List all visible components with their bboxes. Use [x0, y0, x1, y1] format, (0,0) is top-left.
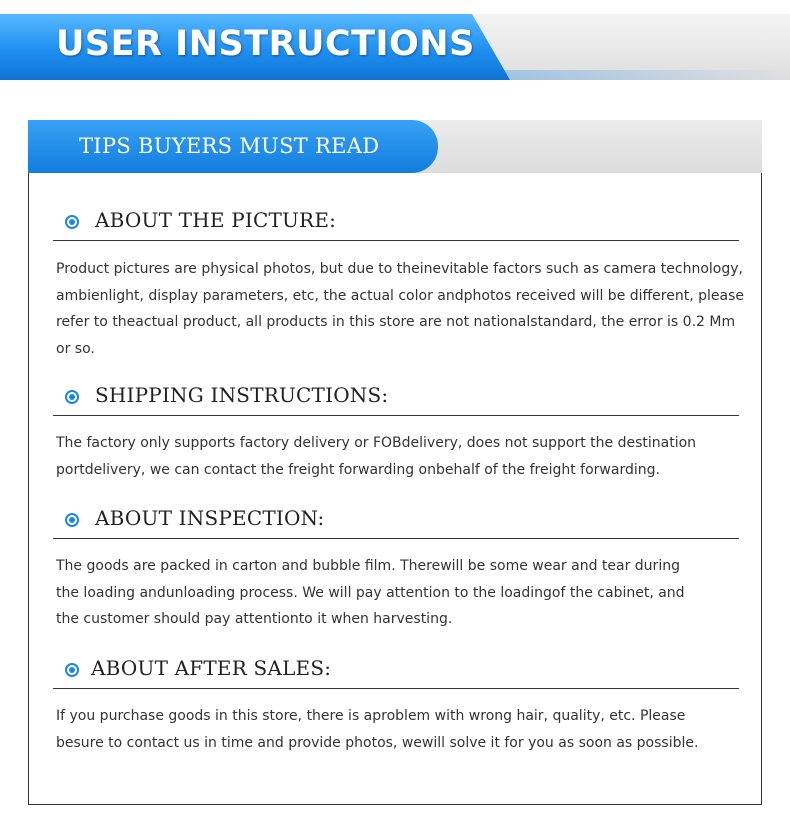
tips-title: TIPS BUYERS MUST READ [79, 134, 380, 158]
radio-dot-icon [65, 215, 79, 229]
section-title: ABOUT THE PICTURE: [95, 208, 337, 232]
section-body-shipping: The factory only supports factory delivery or FOBdelivery, does not support the destination portdelivery, we can contact the freight forwarding onbehalf of the freight forwarding. [56, 435, 697, 478]
section-header-picture [53, 204, 739, 241]
page-title: USER INSTRUCTIONS [56, 24, 475, 64]
radio-dot-icon [65, 513, 79, 527]
radio-dot-icon [65, 390, 79, 404]
section-title: SHIPPING INSTRUCTIONS: [95, 383, 389, 407]
section-header-shipping [53, 379, 739, 416]
header-banner [0, 14, 790, 80]
section-body-picture: Product pictures are physical photos, but due to theinevitable factors such as camera technology, ambienlight, display parameters, etc, the actual color andphotos received will be different, please refer to theactual product, all products in this store are not nationalstandard, the error is 0.2 Mm or so. [56, 261, 744, 357]
tips-header-bar [28, 120, 762, 173]
section-title: ABOUT AFTER SALES: [91, 656, 332, 680]
section-body-inspection: The goods are packed in carton and bubble film. Therewill be some wear and tear during the loading andunloading process. We will pay attention to the loadingof the cabinet, and the customer should pay attentionto it when harvesting. [56, 558, 685, 627]
radio-dot-icon [65, 663, 79, 677]
section-body-after-sales: If you purchase goods in this store, there is aproblem with wrong hair, quality, etc. Please besure to contact us in time and provide photos, wewill solve it for you as soon as possible. [56, 708, 699, 751]
section-title: ABOUT INSPECTION: [95, 506, 325, 530]
section-header-inspection [53, 502, 739, 539]
section-header-after-sales [53, 652, 739, 689]
